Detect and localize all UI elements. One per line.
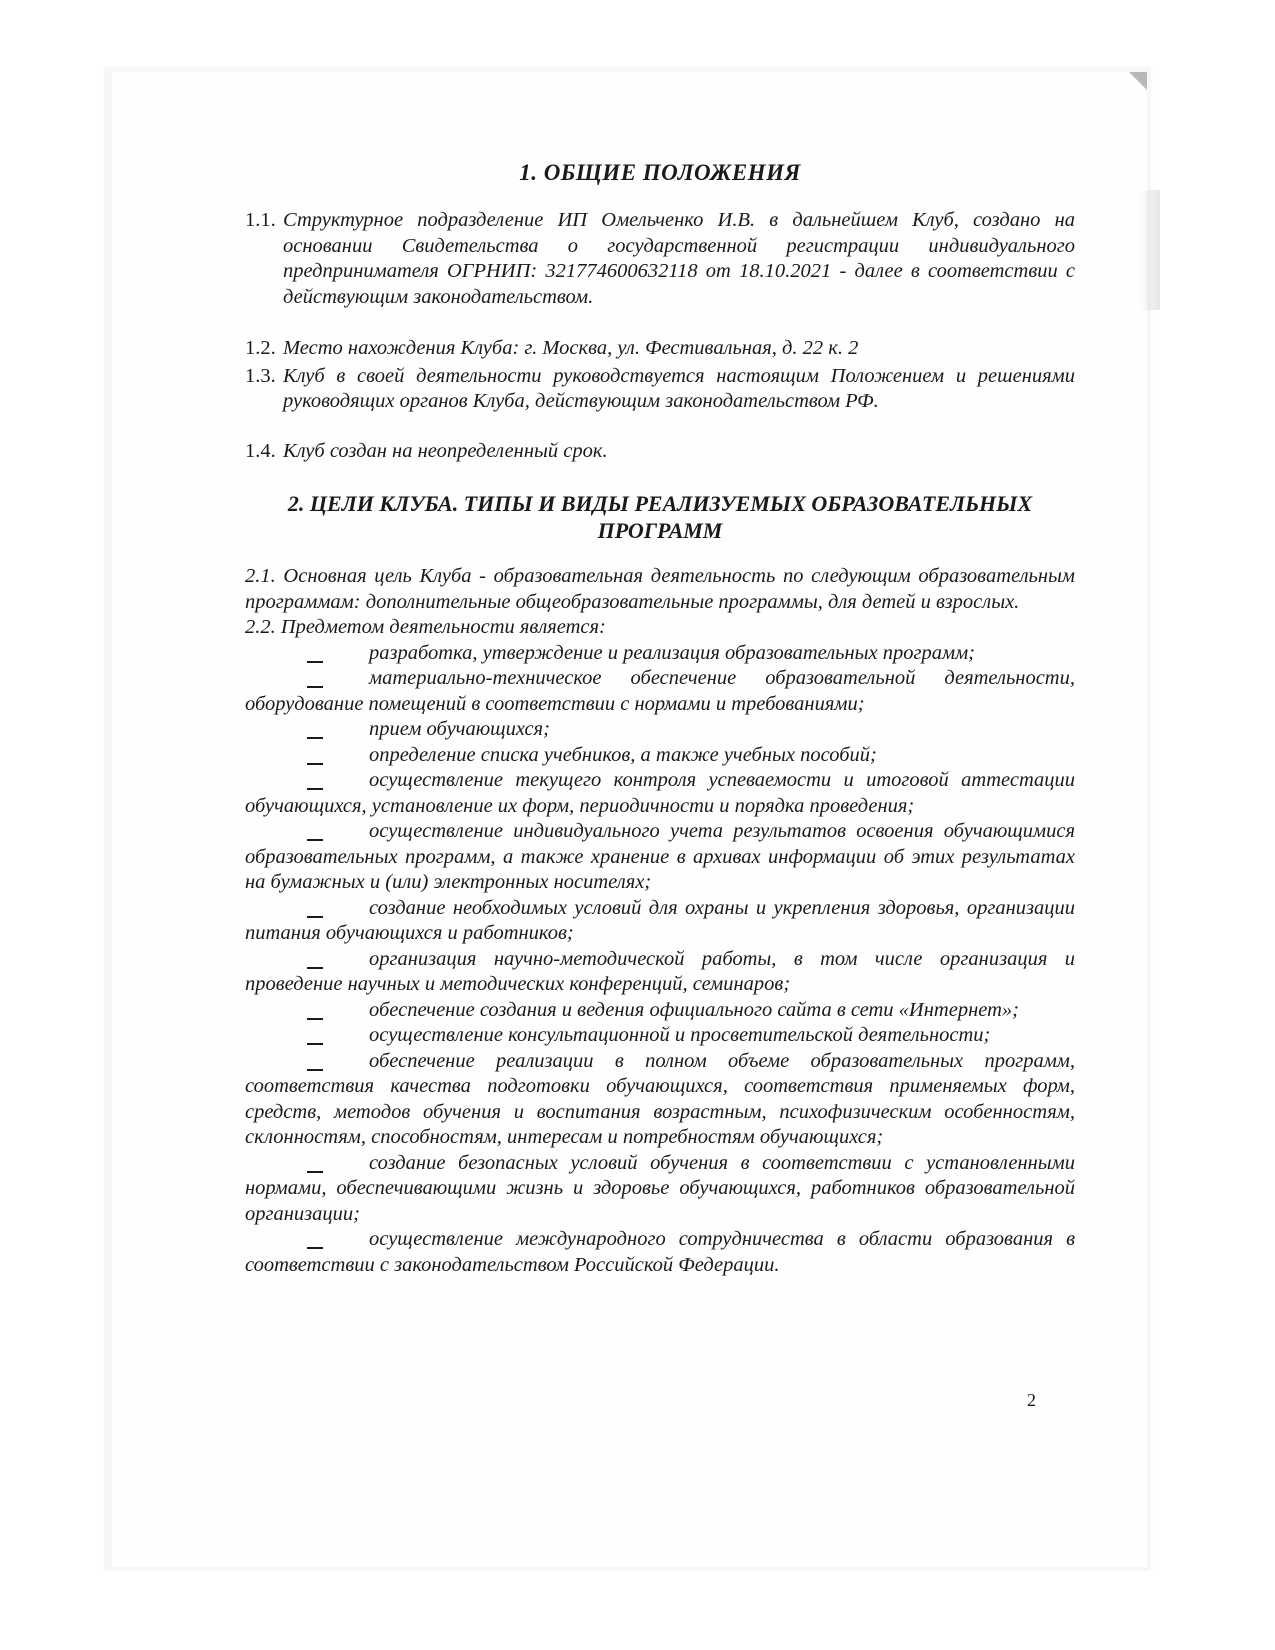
list-item-text: разработка, утверждение и реализация образовательных программ; xyxy=(369,641,975,664)
dash-mark xyxy=(307,1018,323,1020)
paragraph-2-1: 2.1. Основная цель Клуба - образовательная деятельность по следующим образовательным программам: дополнительные общеобразовательные программы, для детей и взрослых. xyxy=(245,565,1075,613)
list-item-text: прием обучающихся; xyxy=(369,718,550,740)
activity-list xyxy=(245,641,1075,1279)
list-item-text: организация научно-методической работы, в том числе организация и проведение научных и методических конференций, семинаров; xyxy=(245,947,1075,995)
dash-mark xyxy=(307,1171,323,1173)
paragraph-2-2: 2.2. Предметом деятельности является: xyxy=(245,616,606,638)
item-1-3 xyxy=(245,364,1075,415)
item-text: Клуб в своей деятельности руководствуется настоящим Положением и решениями руководящих органов Клуба, действующим законодательством РФ. xyxy=(283,364,1075,412)
item-1-1 xyxy=(245,208,1075,310)
item-text: Клуб создан на неопределенный срок. xyxy=(283,439,608,462)
item-number: 1.4. xyxy=(245,439,276,462)
list-item xyxy=(245,998,1075,1024)
page-edge-shadow xyxy=(1140,190,1160,310)
item-text: Структурное подразделение ИП Омельченко И.В. в дальнейшем Клуб, создано на основании Свидетельства о государственной регистрации индивидуального предпринимателя ОГРНИП: 321774600632118 от 18.10.2021 - далее в соответствии с действующим законодательством. xyxy=(283,209,1075,308)
page-number: 2 xyxy=(1027,1390,1036,1410)
list-item xyxy=(245,947,1075,998)
list-item xyxy=(245,1151,1075,1228)
item-number: 1.2. xyxy=(245,337,276,359)
dash-mark xyxy=(307,686,323,688)
dash-mark xyxy=(307,737,323,739)
item-1-4 xyxy=(245,439,1075,465)
dash-mark xyxy=(307,788,323,790)
list-item-text: создание необходимых условий для охраны и укрепления здоровья, организации питания обучающихся и работников; xyxy=(245,896,1075,944)
list-item-text: создание безопасных условий обучения в соответствии с установленными нормами, обеспечивающими жизнь и здоровье обучающихся, работников образовательной организации; xyxy=(245,1151,1075,1225)
page-fold-corner xyxy=(1129,72,1147,90)
section-1-title: 1. ОБЩИЕ ПОЛОЖЕНИЯ xyxy=(519,160,801,185)
list-item xyxy=(245,896,1075,947)
list-item xyxy=(245,1227,1075,1278)
list-item-text: осуществление индивидуального учета результатов освоения обучающимися образовательных программ, а также хранение в архивах информации об этих результатах на бумажных и (или) электронных носителях; xyxy=(245,820,1075,893)
dash-mark xyxy=(307,1069,323,1071)
dash-mark xyxy=(307,1043,323,1045)
list-item xyxy=(245,819,1075,896)
item-number: 1.1. xyxy=(245,209,276,231)
list-item-text: осуществление консультационной и просветительской деятельности; xyxy=(369,1024,991,1046)
list-item-text: осуществление текущего контроля успеваемости и итоговой аттестации обучающихся, установление их форм, периодичности и порядка проведения; xyxy=(245,769,1075,817)
item-number: 1.3. xyxy=(245,364,276,387)
dash-mark xyxy=(307,916,323,918)
list-item xyxy=(245,717,1075,743)
list-item-text: определение списка учебников, а также учебных пособий; xyxy=(369,743,877,766)
list-item xyxy=(245,666,1075,717)
list-item xyxy=(245,768,1075,819)
dash-mark xyxy=(307,839,323,841)
list-item xyxy=(245,1023,1075,1049)
item-1-2 xyxy=(245,336,1075,362)
document-content xyxy=(245,150,1075,1278)
list-item-text: материально-техническое обеспечение образовательной деятельности, оборудование помещений в соответствии с нормами и требованиями; xyxy=(245,667,1075,715)
section-2-title: 2. ЦЕЛИ КЛУБА. ТИПЫ И ВИДЫ РЕАЛИЗУЕМЫХ ОБРАЗОВАТЕЛЬНЫХ ПРОГРАММ xyxy=(287,491,1033,543)
dash-mark xyxy=(307,763,323,765)
list-item xyxy=(245,743,1075,769)
dash-mark xyxy=(307,661,323,663)
dash-mark xyxy=(307,967,323,969)
list-item-text: обеспечение реализации в полном объеме образовательных программ, соответствия качества подготовки обучающихся, соответствия применяемых форм, средств, методов обучения и воспитания возрастным, психофизическим особенностям, склонностям, способностям, интересам и потребностям обучающихся; xyxy=(245,1049,1075,1148)
list-item-text: обеспечение создания и ведения официального сайта в сети «Интернет»; xyxy=(369,998,1019,1021)
list-item xyxy=(245,1049,1075,1151)
list-item xyxy=(245,641,1075,667)
list-item-text: осуществление международного сотрудничества в области образования в соответствии с законодательством Российской Федерации. xyxy=(245,1228,1075,1276)
dash-mark xyxy=(307,1247,323,1249)
item-text: Место нахождения Клуба: г. Москва, ул. Фестивальная, д. 22 к. 2 xyxy=(283,337,859,359)
